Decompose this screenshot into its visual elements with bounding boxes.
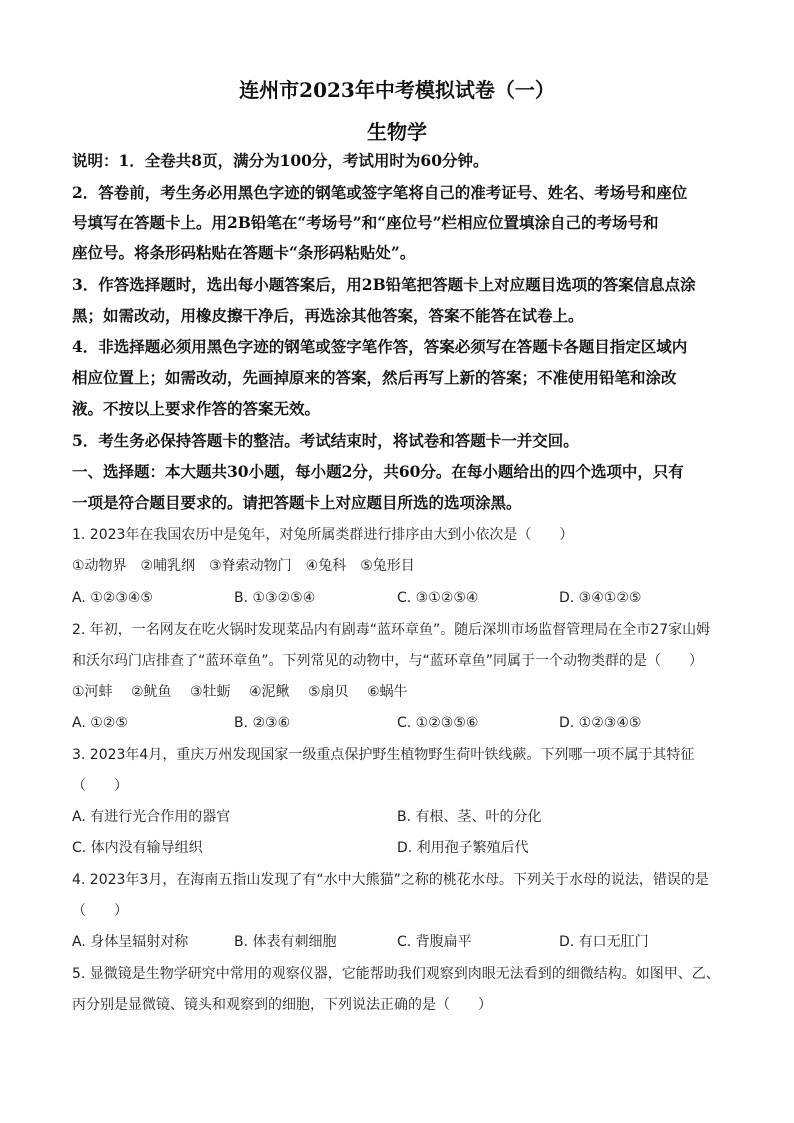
question-1-stem: 1. 2023年在我国农历中是兔年，对兔所属类群进行排序由大到小依次是（ ） bbox=[72, 527, 574, 543]
instruction-line: 液。不按以上要求作答的答案无效。 bbox=[72, 399, 321, 418]
question-4-option-c: C. 背腹扁平 bbox=[397, 934, 472, 950]
question-1-option-b: B. ①③②⑤④ bbox=[234, 590, 316, 606]
question-1-option-c: C. ③①②⑤④ bbox=[397, 590, 479, 606]
instruction-line: 座位号。将条形码粘贴在答题卡“条形码粘贴处”。 bbox=[72, 243, 416, 262]
question-3-stem: 3. 2023年4月，重庆万州发现国家一级重点保护野生植物野生荷叶铁线蕨。下列哪一项不属于其特征 bbox=[72, 747, 695, 763]
instruction-line: 号填写在答题卡上。用2B铅笔在“考场号”和“座位号”栏相应位置填涂自己的考场号和 bbox=[72, 213, 659, 232]
question-3-option-c: C. 体内没有输导组织 bbox=[72, 840, 203, 856]
question-5-stem: 丙分别是显微镜、镜头和观察到的细胞，下列说法正确的是（ ） bbox=[72, 997, 492, 1013]
instruction-line: 5．考生务必保持答题卡的整洁。考试结束时，将试卷和答题卡一并交回。 bbox=[72, 431, 579, 450]
question-2-option-b: B. ②③⑥ bbox=[234, 715, 291, 731]
question-2-option-a: A. ①②⑤ bbox=[72, 715, 128, 731]
instruction-line: 2．答卷前，考生务必用黑色字迹的钢笔或签字笔将自己的准考证号、姓名、考场号和座位 bbox=[72, 183, 688, 202]
question-3-option-d: D. 利用孢子繁殖后代 bbox=[397, 840, 529, 856]
instruction-line: 4．非选择题必须用黑色字迹的钢笔或签字笔作答，答案必须写在答题卡各题目指定区域内 bbox=[72, 337, 688, 356]
question-2-stem: 和沃尔玛门店排查了“蓝环章鱼”。下列常见的动物中，与“蓝环章鱼”同属于一个动物类群的是（ ） bbox=[72, 653, 704, 669]
instruction-line: 相应位置上；如需改动，先画掉原来的答案，然后再写上新的答案；不准使用铅笔和涂改 bbox=[72, 368, 677, 387]
question-4-stem: （ ） bbox=[72, 903, 128, 919]
question-4-option-a: A. 身体呈辐射对称 bbox=[72, 934, 189, 950]
question-3-stem: （ ） bbox=[72, 778, 128, 794]
question-5-stem: 5. 显微镜是生物学研究中常用的观察仪器，它能帮助我们观察到肉眼无法看到的细微结构。如图甲、乙、 bbox=[72, 966, 720, 982]
question-4-option-d: D. 有口无肛门 bbox=[559, 934, 649, 950]
question-1-option-d: D. ③④①②⑤ bbox=[559, 590, 642, 606]
question-2-option-d: D. ①②③④⑤ bbox=[559, 715, 642, 731]
question-4-stem: 4. 2023年3月，在海南五指山发现了有“水中大熊猫”之称的桃花水母。下列关于水母的说法，错误的是 bbox=[72, 872, 709, 888]
question-4-option-b: B. 体表有刺细胞 bbox=[234, 934, 337, 950]
question-1-option-a: A. ①②③④⑤ bbox=[72, 590, 153, 606]
section-heading: 一、选择题：本大题共30小题，每小题2分，共60分。在每小题给出的四个选项中，只有 bbox=[72, 462, 684, 481]
question-1-items: ①动物界 ②哺乳纲 ③脊索动物门 ④兔科 ⑤兔形目 bbox=[72, 558, 415, 574]
subject-title: 生物学 bbox=[367, 120, 427, 144]
section-heading: 一项是符合题目要求的。请把答题卡上对应题目所选的选项涂黑。 bbox=[72, 493, 522, 512]
instruction-line: 3．作答选择题时，选出每小题答案后，用2B铅笔把答题卡上对应题目选项的答案信息点涂 bbox=[72, 275, 696, 294]
exam-title: 连州市2023年中考模拟试卷（一） bbox=[239, 78, 555, 102]
question-2-stem: 2. 年初，一名网友在吃火锅时发现菜品内有剧毒“蓝环章鱼”。随后深圳市场监督管理局在全市27家山姆 bbox=[72, 622, 711, 638]
instruction-line: 黑；如需改动，用橡皮擦干净后，再选涂其他答案，答案不能答在试卷上。 bbox=[72, 306, 584, 325]
question-2-items: ①河蚌 ②鱿鱼 ③牡蛎 ④泥鳅 ⑤扇贝 ⑥蜗牛 bbox=[72, 684, 408, 700]
instruction-line: 说明：1．全卷共8页，满分为100分，考试用时为60分钟。 bbox=[72, 151, 489, 170]
question-3-option-a: A. 有进行光合作用的器官 bbox=[72, 809, 231, 825]
question-3-option-b: B. 有根、茎、叶的分化 bbox=[397, 809, 542, 825]
question-2-option-c: C. ①②③⑤⑥ bbox=[397, 715, 479, 731]
